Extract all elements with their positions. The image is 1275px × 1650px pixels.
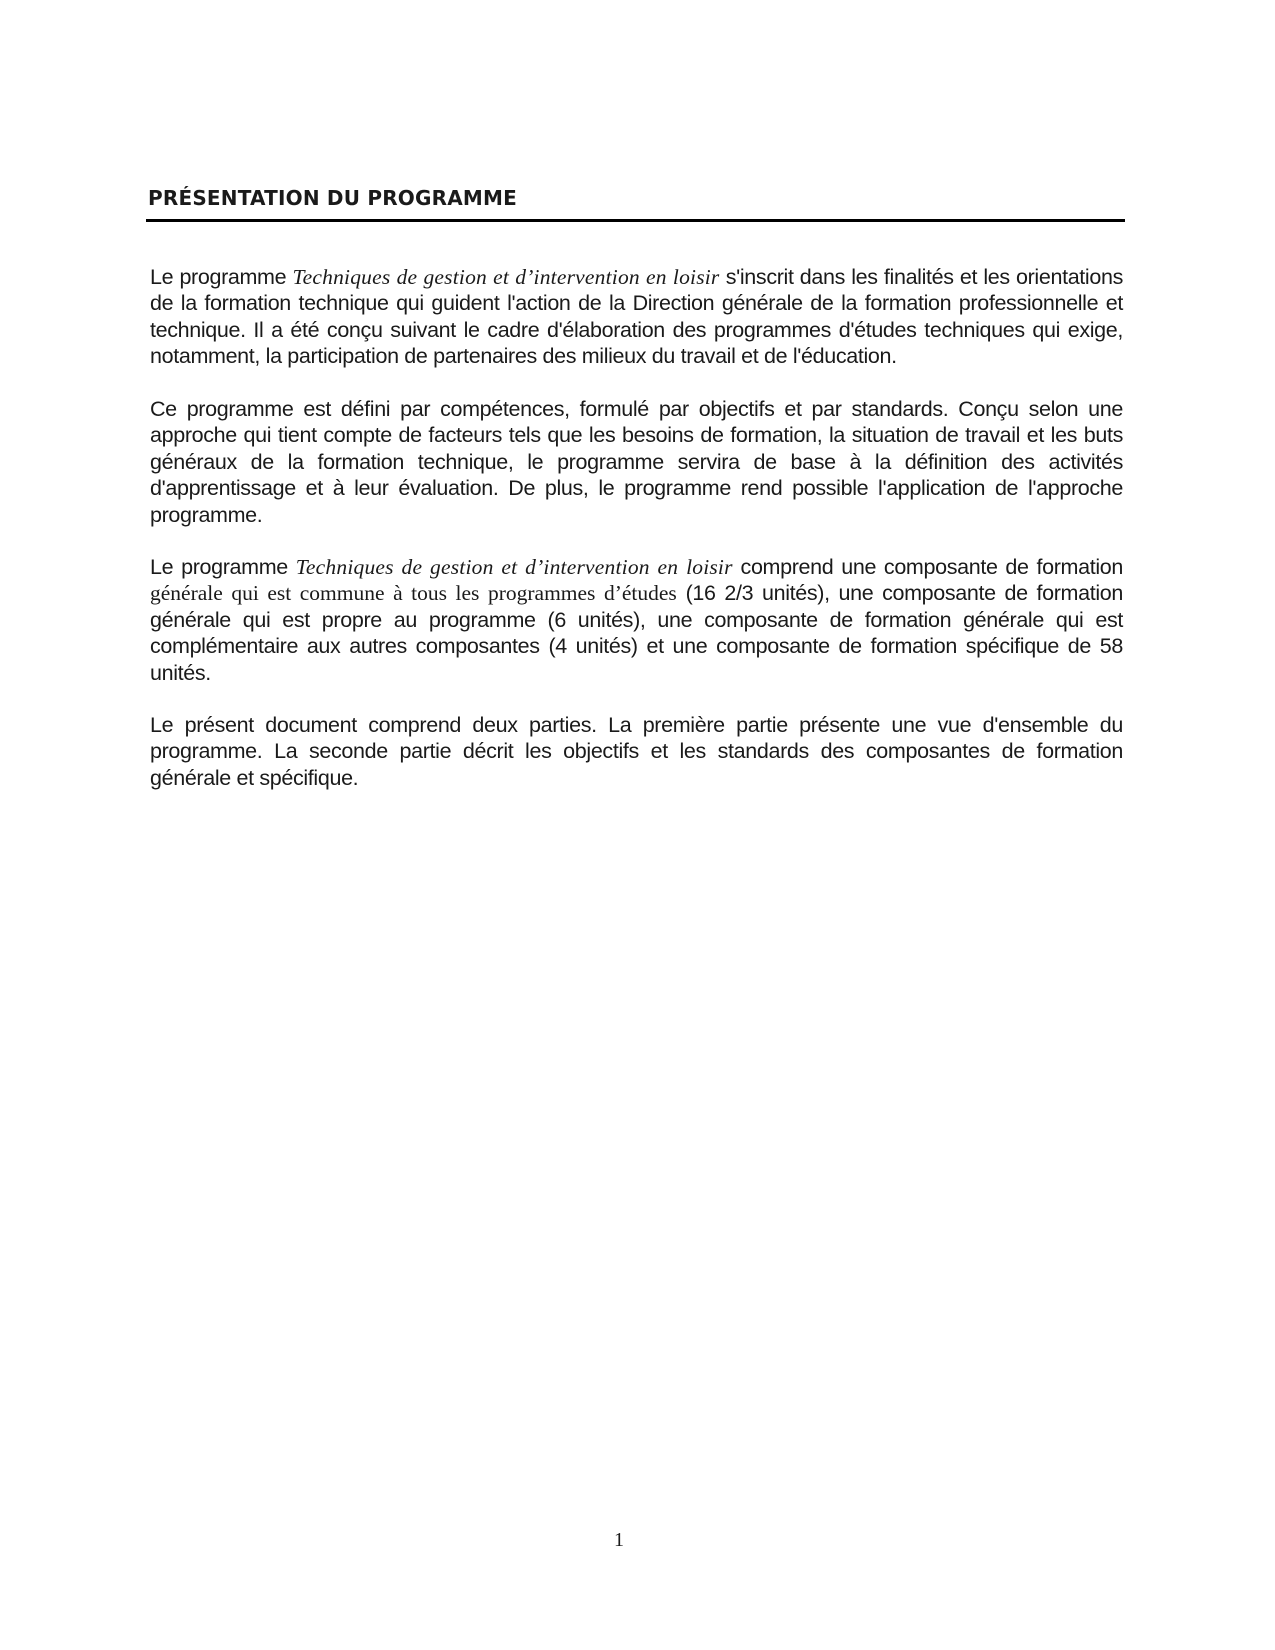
paragraph-intro-rest: s'inscrit dans les finalités et les orientations de la formation technique qui guident l'action de la Direction générale de la formation professionnelle et technique. Il a été conçu suivant le cadre d'élaboration des programmes d'études techniques qui exige, notamment, la participation de partenaires des milieux du travail et de l'éducation. (150, 265, 1123, 369)
paragraph-intro (150, 264, 1123, 370)
paragraph-composantes-part-b: comprend une composante de formation (732, 555, 1123, 579)
paragraph-intro-lead: Le programme (150, 265, 293, 289)
page-number: 1 (614, 1529, 624, 1551)
heading-underline (146, 219, 1125, 222)
paragraph-composantes-part-d: (16 2/3 unités), une composante de formation générale qui est propre au programme (6 unités), une composante de formation générale qui est complémentaire aux autres composantes (4 unités) et une composante de formation spécifique de 58 unités. (150, 581, 1123, 685)
page-heading: PRÉSENTATION DU PROGRAMME (148, 186, 517, 210)
paragraph-document-parts: Le présent document comprend deux parties. La première partie présente une vue d'ensemble du programme. La seconde partie décrit les objectifs et les standards des composantes de formation générale et spécifique. (150, 713, 1123, 790)
paragraph-competences: Ce programme est défini par compétences, formulé par objectifs et par standards. Conçu selon une approche qui tient compte de facteurs tels que les besoins de formation, la situation de travail et les buts généraux de la formation technique, le programme servira de base à la définition des activités d'apprentissage et à leur évaluation. De plus, le programme rend possible l'application de l'approche programme. (150, 397, 1123, 527)
paragraph-composantes (150, 554, 1123, 686)
program-title: Techniques de gestion et d’intervention en loisir (292, 265, 720, 289)
paragraph-composantes-lead: Le programme (150, 555, 296, 579)
program-title: Techniques de gestion et d’intervention en loisir (295, 555, 733, 579)
paragraph-composantes-part-c: générale qui est commune à tous les programmes d’études (150, 581, 677, 606)
